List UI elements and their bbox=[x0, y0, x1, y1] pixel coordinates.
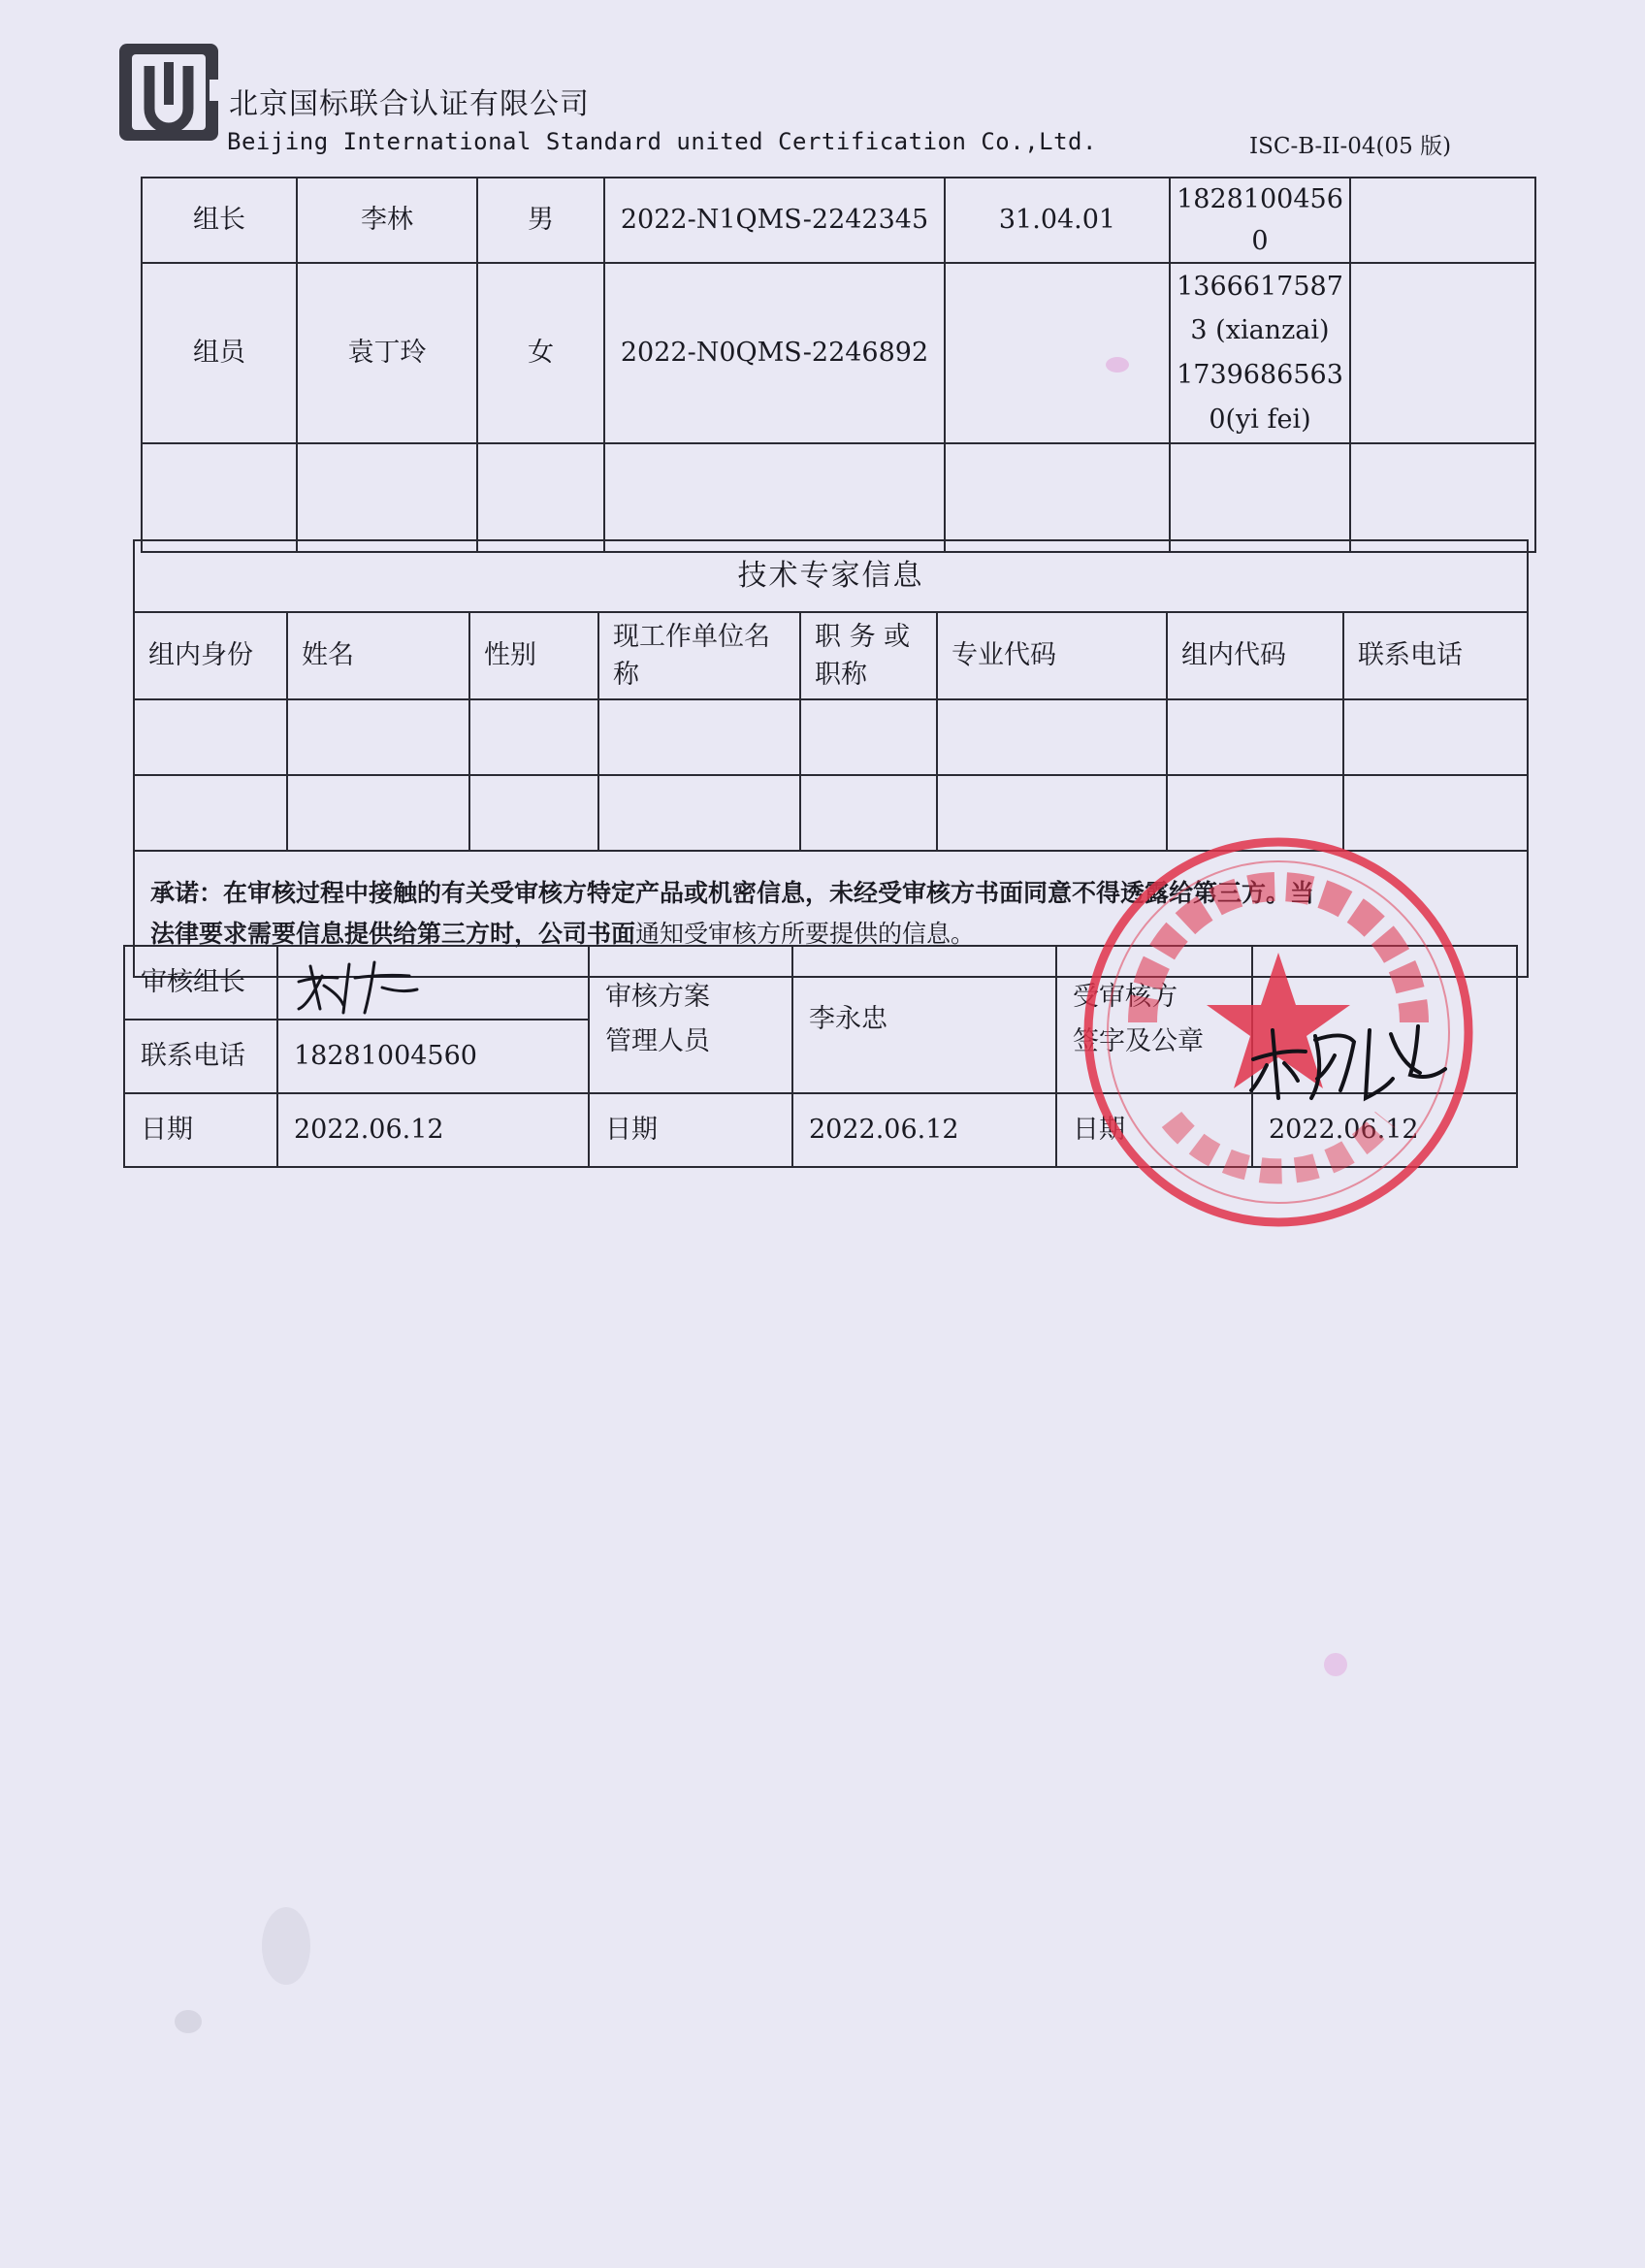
table-row bbox=[134, 540, 1528, 612]
empty-cell bbox=[1343, 775, 1528, 851]
audit-team-table bbox=[141, 177, 1536, 553]
paper-smudge bbox=[1324, 1653, 1347, 1676]
col-header-workplace bbox=[598, 612, 800, 699]
header-line: 称 bbox=[613, 660, 639, 690]
date-label: 日期 bbox=[124, 1093, 277, 1167]
date-label: 日期 bbox=[589, 1093, 792, 1167]
phone-line: 1739686563 bbox=[1177, 360, 1343, 391]
empty-cell bbox=[134, 775, 287, 851]
team-phone bbox=[1170, 178, 1350, 263]
phone-line: 1366617587 bbox=[1177, 271, 1343, 302]
date-label: 日期 bbox=[1056, 1093, 1252, 1167]
empty-cell bbox=[1167, 699, 1343, 775]
empty-cell bbox=[937, 775, 1167, 851]
col-header-gender: 性别 bbox=[469, 612, 598, 699]
scheme-manager-label bbox=[589, 946, 792, 1093]
empty-cell bbox=[1350, 443, 1535, 552]
pledge-label: 承诺： bbox=[150, 878, 224, 907]
col-header-phone: 联系电话 bbox=[1343, 612, 1528, 699]
form-code: ISC-B-II-04(05 版) bbox=[1249, 134, 1452, 159]
header-line: 职称 bbox=[815, 660, 867, 690]
signoff-table bbox=[123, 945, 1518, 1168]
phone-line: 3 (xianzai) bbox=[1190, 315, 1330, 346]
table-row bbox=[124, 946, 1517, 1020]
empty-cell bbox=[287, 699, 469, 775]
team-code bbox=[945, 263, 1170, 443]
empty-cell bbox=[800, 699, 937, 775]
empty-cell bbox=[469, 699, 598, 775]
team-name: 袁丁玲 bbox=[297, 263, 477, 443]
empty-cell bbox=[287, 775, 469, 851]
team-gender: 男 bbox=[477, 178, 604, 263]
empty-cell bbox=[469, 775, 598, 851]
section-title: 技术专家信息 bbox=[134, 540, 1528, 612]
col-header-specialty-code: 专业代码 bbox=[937, 612, 1167, 699]
table-row bbox=[134, 775, 1528, 851]
empty-cell bbox=[604, 443, 945, 552]
header-line: 现工作单位名 bbox=[613, 621, 770, 652]
table-row bbox=[124, 1093, 1517, 1167]
company-name-cn: 北京国标联合认证有限公司 bbox=[229, 87, 590, 121]
label-line: 签字及公章 bbox=[1073, 1026, 1204, 1056]
table-row bbox=[142, 178, 1535, 263]
auditee-label bbox=[1056, 946, 1252, 1093]
col-header-position bbox=[800, 612, 937, 699]
company-name-en: Beijing International Standard united Certification Co.,Ltd. bbox=[227, 128, 1097, 155]
paper-smudge bbox=[175, 2010, 202, 2033]
empty-cell bbox=[1343, 699, 1528, 775]
phone-line: 1828100456 bbox=[1177, 184, 1343, 214]
col-header-role: 组内身份 bbox=[134, 612, 287, 699]
phone-value: 18281004560 bbox=[277, 1020, 589, 1093]
empty-cell bbox=[1350, 178, 1535, 263]
empty-cell bbox=[598, 775, 800, 851]
label-line: 受审核方 bbox=[1073, 982, 1177, 1013]
empty-cell bbox=[800, 775, 937, 851]
phone-line: 0 bbox=[1251, 226, 1269, 257]
team-code: 31.04.01 bbox=[945, 178, 1170, 263]
label-line: 审核方案 bbox=[605, 982, 710, 1013]
empty-cell bbox=[142, 443, 297, 552]
team-leader-label: 审核组长 bbox=[124, 946, 277, 1020]
col-header-team-code: 组内代码 bbox=[1167, 612, 1343, 699]
pledge-line-2: 法律要求需要信息提供给第三方时，公司书面 bbox=[150, 920, 636, 948]
tech-expert-table bbox=[133, 539, 1529, 978]
team-leader-signature-cell bbox=[277, 946, 589, 1020]
table-row bbox=[142, 263, 1535, 443]
team-phone bbox=[1170, 263, 1350, 443]
team-gender: 女 bbox=[477, 263, 604, 443]
scheme-manager-name: 李永忠 bbox=[792, 946, 1056, 1093]
header-line: 职 务 或 bbox=[815, 621, 911, 652]
col-header-name: 姓名 bbox=[287, 612, 469, 699]
manager-date: 2022.06.12 bbox=[792, 1093, 1056, 1167]
empty-cell bbox=[134, 699, 287, 775]
empty-cell bbox=[598, 699, 800, 775]
pledge-line-1: 在审核过程中接触的有关受审核方特定产品或机密信息，未经受审核方书面同意不得透露给第三方。当 bbox=[223, 878, 1315, 907]
table-row bbox=[142, 443, 1535, 552]
company-logo bbox=[116, 41, 221, 144]
paper-smudge bbox=[262, 1907, 310, 1985]
empty-cell bbox=[1167, 775, 1343, 851]
phone-line: 0(yi fei) bbox=[1209, 405, 1311, 436]
empty-cell bbox=[1350, 263, 1535, 443]
team-cert-no: 2022-N0QMS-2246892 bbox=[604, 263, 945, 443]
phone-label: 联系电话 bbox=[124, 1020, 277, 1093]
empty-cell bbox=[1170, 443, 1350, 552]
pledge-line-2-end: 通知受审核方所要提供的信息。 bbox=[635, 920, 976, 948]
table-row bbox=[134, 699, 1528, 775]
leader-date: 2022.06.12 bbox=[277, 1093, 589, 1167]
team-name: 李林 bbox=[297, 178, 477, 263]
team-role: 组长 bbox=[142, 178, 297, 263]
empty-cell bbox=[297, 443, 477, 552]
table-header-row bbox=[134, 612, 1528, 699]
label-line: 管理人员 bbox=[605, 1026, 710, 1056]
auditee-date: 2022.06.12 bbox=[1252, 1093, 1517, 1167]
empty-cell bbox=[945, 443, 1170, 552]
team-role: 组员 bbox=[142, 263, 297, 443]
paper-smudge bbox=[1106, 357, 1129, 373]
team-cert-no: 2022-N1QMS-2242345 bbox=[604, 178, 945, 263]
empty-cell bbox=[477, 443, 604, 552]
auditee-signature-cell bbox=[1252, 946, 1517, 1093]
empty-cell bbox=[937, 699, 1167, 775]
